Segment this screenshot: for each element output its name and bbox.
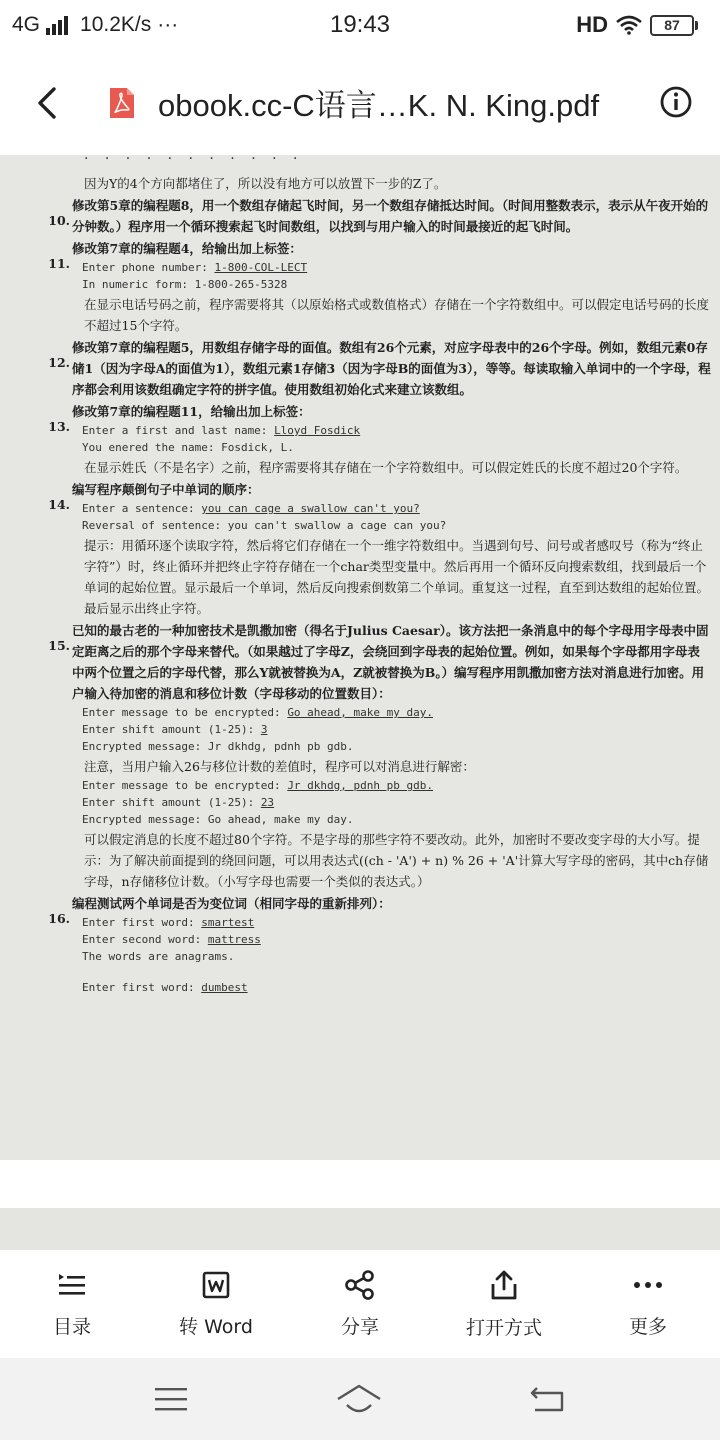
pdf-page[interactable] (0, 155, 720, 1160)
system-nav-bar (0, 1358, 720, 1440)
more-icon (632, 1270, 664, 1300)
toolbar-open-with-button[interactable] (439, 1269, 569, 1340)
paragraph-text: 提示：用循环逐个读取字符，然后将它们存储在一个一维字符数组中。当遇到句号、问号或者感叹号（称为“终止字符”）时，终止循环并把终止字符存储在一个char类型变量中。然后再用一个循环反向搜索数组，找到最后一个单词的起始位置。显示最后一个单词，然后反向搜索倒数第二个单词。重复这一过程，直至到达数组的起始位置。最后显示出终止字符。 (84, 538, 710, 616)
wifi-icon (616, 15, 642, 35)
paragraph-text: 因为Y的4个方向都堵住了，所以没有地方可以放置下一步的Z了。 (84, 176, 447, 191)
home-icon[interactable] (335, 1383, 383, 1415)
battery-level: 87 (650, 15, 694, 36)
menu-icon[interactable] (153, 1385, 189, 1413)
code-output: Enter first word: (82, 981, 202, 994)
more-notifications: ··· (157, 13, 179, 36)
code-output: Enter a sentence: (82, 502, 202, 515)
network-speed: 10.2K/s (80, 13, 152, 36)
code-output: Enter message to be encrypted: (82, 706, 288, 719)
status-left (12, 13, 178, 37)
code-line (72, 277, 712, 293)
code-user-input: Lloyd Fosdick (274, 424, 361, 437)
paragraph-text: 已知的最古老的一种加密技术是凯撒加密（得名于Julius Caesar）。该方法把一条消息中的每个字母用字母表中固定距离之后的那个字母来替代。（如果越过了字母Z，会绕回到字母表的起始位置。例如，如果每个字母都用字母表中两个位置之后的字母代替，那么Y就被替换为A，Z就被替换为B。）编写程序用凯撒加密方法对消息进行加密。用户输入待加密的消息和移位计数（字母移动的位置数目）： (72, 623, 709, 701)
info-icon (658, 84, 694, 120)
exercise-number: 15. (48, 638, 70, 653)
exercise-number: 10. (48, 213, 70, 228)
toolbar-more-button[interactable] (583, 1270, 713, 1339)
toolbar-label: 打开方式 (465, 1316, 542, 1339)
code-line (72, 980, 712, 996)
paragraph-text: 修改第7章的编程题5，用数组存储字母的面值。数组有26个元素，对应字母表中的26个字母。例如，数组元素0存储1（因为字母A的面值为1），数组元素1存储3（因为字母B的面值为3），等等。每读取输入单词中的一个字母，程序都会利用该数组确定字符的拼字值。使用数组初始化式来建立该数组。 (72, 340, 711, 397)
code-line (72, 501, 712, 517)
page-separator (0, 1160, 720, 1208)
clock: 19:43 (329, 11, 391, 38)
open-with-icon (489, 1269, 519, 1301)
paragraph-text: 编程测试两个单词是否为变位词（相同字母的重新排列）： (72, 896, 391, 911)
toolbar-share-button[interactable] (295, 1270, 425, 1339)
word-icon (201, 1270, 231, 1300)
code-output: Enter first word: (82, 916, 202, 929)
code-output: The words are anagrams. (82, 950, 235, 963)
code-line (72, 812, 712, 828)
app-header (0, 50, 720, 155)
code-line (72, 722, 712, 738)
code-user-input: Jr dkhdg, pdnh pb gdb. (287, 779, 434, 792)
network-type: 4G (12, 13, 41, 36)
page-paragraph (72, 829, 712, 892)
toolbar-label: 目录 (52, 1315, 91, 1338)
code-line (72, 440, 712, 456)
page-paragraph (72, 756, 712, 777)
page-text (48, 173, 712, 997)
list-icon (57, 1270, 87, 1300)
battery-icon (650, 15, 698, 36)
toolbar-label: 更多 (628, 1315, 667, 1338)
code-line (72, 949, 712, 965)
paragraph-text: 修改第5章的编程题8，用一个数组存储起飞时间，另一个数组存储抵达时间。（时间用整数表示，表示从午夜开始的分钟数。）程序用一个循环搜索起飞时间数组，以找到与用户输入的时间最接近的起飞时间。 (72, 198, 709, 234)
toolbar-label: 转 Word (179, 1315, 253, 1338)
code-user-input: dumbest (201, 981, 248, 994)
code-output: Encrypted message: Go ahead, make my day. (82, 813, 354, 826)
page-paragraph (72, 294, 712, 336)
code-user-input: 1-800-COL-LECT (214, 261, 308, 274)
code-user-input: 3 (260, 723, 268, 736)
paragraph-text: 注意，当用户输入26与移位计数的差值时，程序可以对消息进行解密： (84, 759, 475, 774)
exercise-number: 13. (48, 419, 70, 434)
page-paragraph (72, 457, 712, 478)
page-paragraph (48, 620, 712, 704)
code-line (72, 423, 712, 439)
paragraph-text: 可以假定消息的长度不超过80个字符。不是字母的那些字符不要改动。此外，加密时不要改变字母的大小写。提示：为了解决前面提到的绕回问题，可以用表达式((ch - 'A') + n) % 26 + 'A'计算大写字母的密码，其中ch存储字母，n存储移位计数。（小写字母也需要一个类似的表达式。） (84, 832, 709, 889)
info-button[interactable] (658, 84, 694, 120)
exercise-number: 14. (48, 497, 70, 512)
paragraph-text: 在显示姓氏（不是名字）之前，程序需要将其存储在一个字符数组中。可以假定姓氏的长度不超过20个字符。 (84, 460, 688, 475)
code-user-input: you can cage a swallow can't you? (201, 502, 420, 515)
code-user-input: Go ahead, make my day. (287, 706, 434, 719)
toolbar-toc-button[interactable] (7, 1270, 137, 1339)
exercise-number: 16. (48, 911, 70, 926)
share-icon (344, 1270, 376, 1300)
code-line (72, 705, 712, 721)
exercise-number: 11. (48, 256, 70, 271)
code-output: Enter message to be encrypted: (82, 779, 288, 792)
paragraph-text: 修改第7章的编程题11，给输出加上标签： (72, 404, 311, 419)
back-arrow-icon (36, 86, 58, 120)
code-user-input: smartest (201, 916, 255, 929)
next-pdf-page[interactable] (0, 1208, 720, 1250)
code-output: Enter shift amount (1-25): (82, 796, 261, 809)
pdf-file-icon (108, 86, 136, 120)
blank-line (72, 966, 712, 980)
page-paragraph (72, 535, 712, 619)
paragraph-text: 在显示电话号码之前，程序需要将其（以原始格式或数值格式）存储在一个字符数组中。可以假定电话号码的长度不超过15个字符。 (84, 297, 710, 333)
code-line (72, 932, 712, 948)
back-nav-icon[interactable] (529, 1384, 567, 1414)
code-line (72, 260, 712, 276)
code-user-input: mattress (207, 933, 261, 946)
toolbar-label: 分享 (340, 1315, 379, 1338)
page-paragraph (48, 337, 712, 400)
page-paragraph (72, 173, 712, 194)
code-line (72, 739, 712, 755)
code-output: Reversal of sentence: you can't swallow a cage can you? (82, 519, 447, 532)
signal-icon (46, 15, 68, 35)
code-line (72, 795, 712, 811)
code-output: Enter phone number: (82, 261, 215, 274)
code-line (72, 518, 712, 534)
toolbar-to-word-button[interactable] (151, 1270, 281, 1339)
code-line (72, 915, 712, 931)
code-output: Enter second word: (82, 933, 208, 946)
bottom-toolbar (0, 1250, 720, 1358)
paragraph-text: 修改第7章的编程题4，给输出加上标签： (72, 241, 302, 256)
exercise-number: 12. (48, 355, 70, 370)
paragraph-text: 编写程序颠倒句子中单词的顺序： (72, 482, 260, 497)
status-right (576, 12, 698, 38)
page-paragraph (48, 195, 712, 237)
code-user-input: 23 (260, 796, 275, 809)
code-output: You enered the name: Fosdick, L. (82, 441, 294, 454)
back-button[interactable] (26, 82, 68, 124)
code-output: Enter shift amount (1-25): (82, 723, 261, 736)
code-line (72, 778, 712, 794)
code-output: Enter a first and last name: (82, 424, 275, 437)
code-output: In numeric form: 1-800-265-5328 (82, 278, 288, 291)
page-dots: . . . . . . . . . . . (84, 155, 304, 163)
hd-indicator: HD (576, 12, 608, 37)
code-output: Encrypted message: Jr dkhdg, pdnh pb gdb. (82, 740, 354, 753)
status-bar (0, 0, 720, 50)
document-title: obook.cc-C语言…K. N. King.pdf (158, 88, 600, 123)
